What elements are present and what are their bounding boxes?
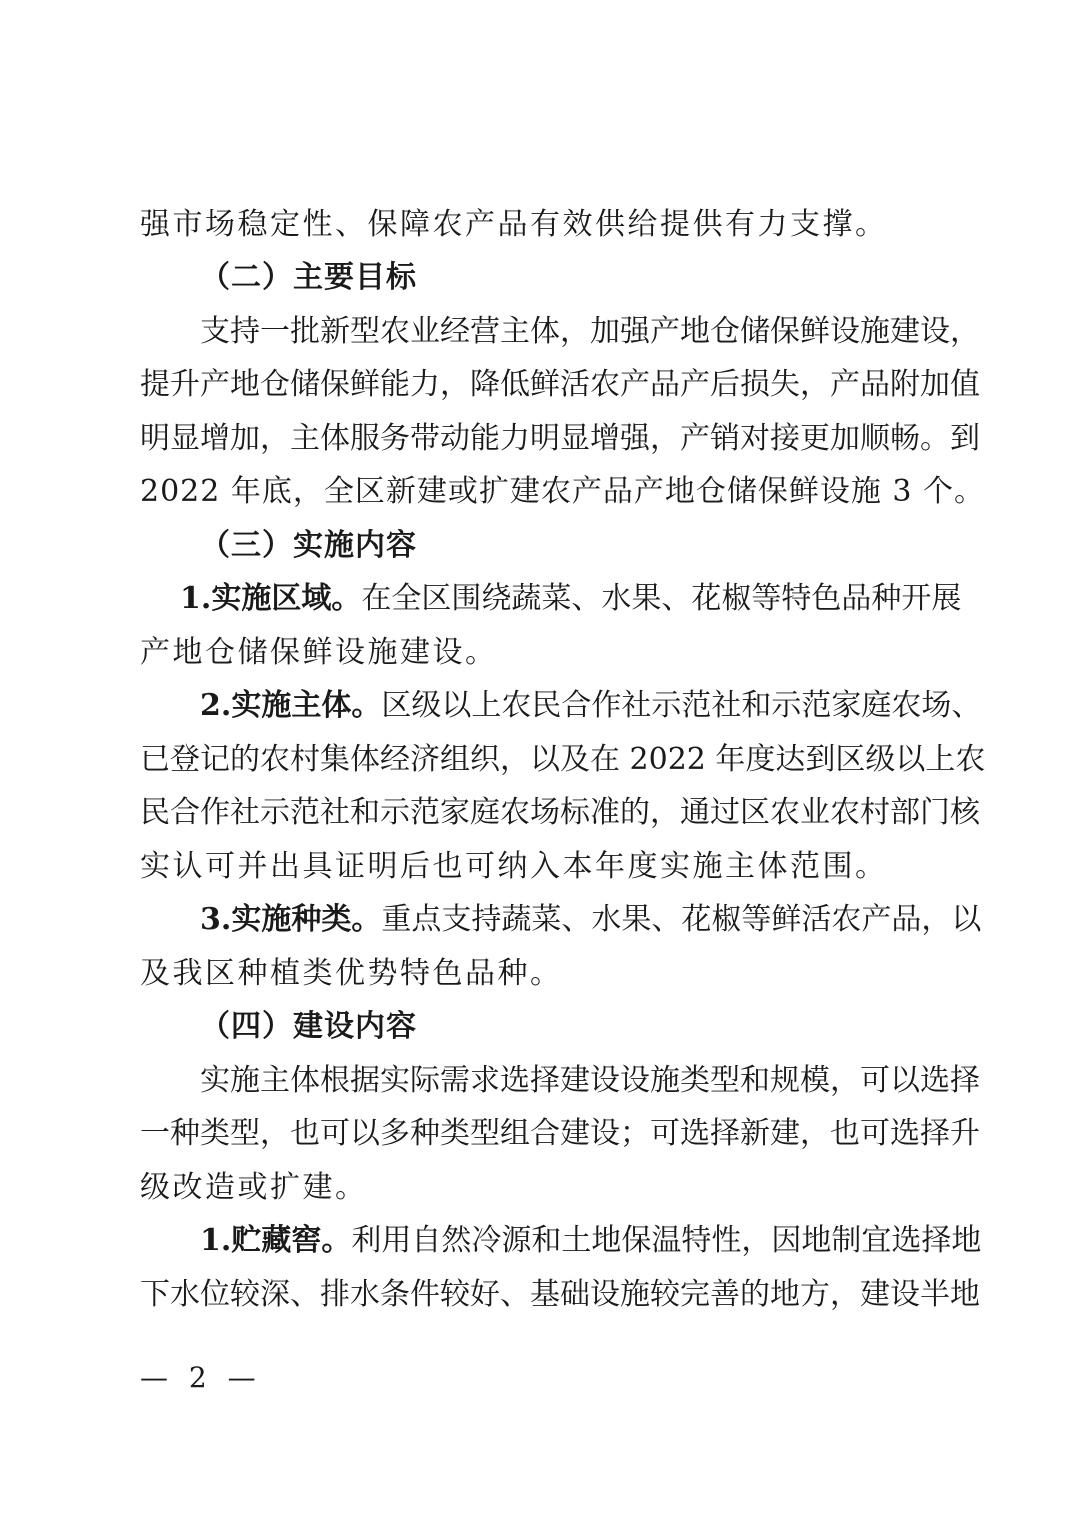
section-heading-implementation: （三）实施内容 xyxy=(200,528,417,563)
paragraph-line: 及我区种植类优势特色品种。 xyxy=(140,956,563,991)
paragraph-line: 民合作社示范社和示范家庭农场标准的，通过区农业农村部门核 xyxy=(140,795,980,830)
list-item-text: 重点支持蔬菜、水果、花椒等鲜活农产品，以 xyxy=(381,902,982,937)
list-item-lead: 2.实施主体。 xyxy=(200,688,382,723)
paragraph-line: 一种类型，也可以多种类型组合建设；可选择新建，也可选择升 xyxy=(140,1116,980,1151)
paragraph-line: 提升产地仓储保鲜能力，降低鲜活农产品产后损失，产品附加值 xyxy=(140,367,980,402)
list-item-region xyxy=(180,579,962,619)
list-item-text: 区级以上农民合作社示范社和示范家庭农场、 xyxy=(381,688,982,723)
paragraph-line: 实认可并出具证明后也可纳入本年度实施主体范围。 xyxy=(140,849,888,884)
list-item-text: 在全区围绕蔬菜、水果、花椒等特色品种开展 xyxy=(361,581,962,616)
paragraph-line: 2022 年底，全区新建或扩建农产品产地仓储保鲜设施 3 个。 xyxy=(140,474,986,509)
paragraph-line: 强市场稳定性、保障农产品有效供给提供有力支撑。 xyxy=(140,207,888,242)
paragraph-line: 明显增加，主体服务带动能力明显增强，产销对接更加顺畅。到 xyxy=(140,421,980,456)
list-item-text: 利用自然冷源和土地保温特性，因地制宜选择地 xyxy=(351,1223,982,1258)
paragraph-line: 支持一批新型农业经营主体，加强产地仓储保鲜设施建设， xyxy=(200,314,980,349)
paragraph-line: 级改造或扩建。 xyxy=(140,1170,368,1205)
section-heading-construction: （四）建设内容 xyxy=(200,1009,417,1044)
list-item-lead: 1.实施区域。 xyxy=(180,581,362,616)
list-item-subject xyxy=(200,686,982,726)
list-item-types xyxy=(200,900,982,940)
list-item-lead: 1.贮藏窖。 xyxy=(200,1223,352,1258)
section-heading-main-goals: （二）主要目标 xyxy=(200,260,417,295)
paragraph-line: 已登记的农村集体经济组织，以及在 2022 年度达到区级以上农 xyxy=(140,742,986,777)
paragraph-line: 实施主体根据实际需求选择建设设施类型和规模，可以选择 xyxy=(200,1063,980,1098)
list-item-lead: 3.实施种类。 xyxy=(200,902,382,937)
list-item-storage-cellar xyxy=(200,1221,982,1261)
paragraph-line: 下水位较深、排水条件较好、基础设施较完善的地方，建设半地 xyxy=(140,1277,980,1312)
paragraph-line: 产地仓储保鲜设施建设。 xyxy=(140,635,498,670)
page-number: — 2 — xyxy=(140,1361,262,1394)
